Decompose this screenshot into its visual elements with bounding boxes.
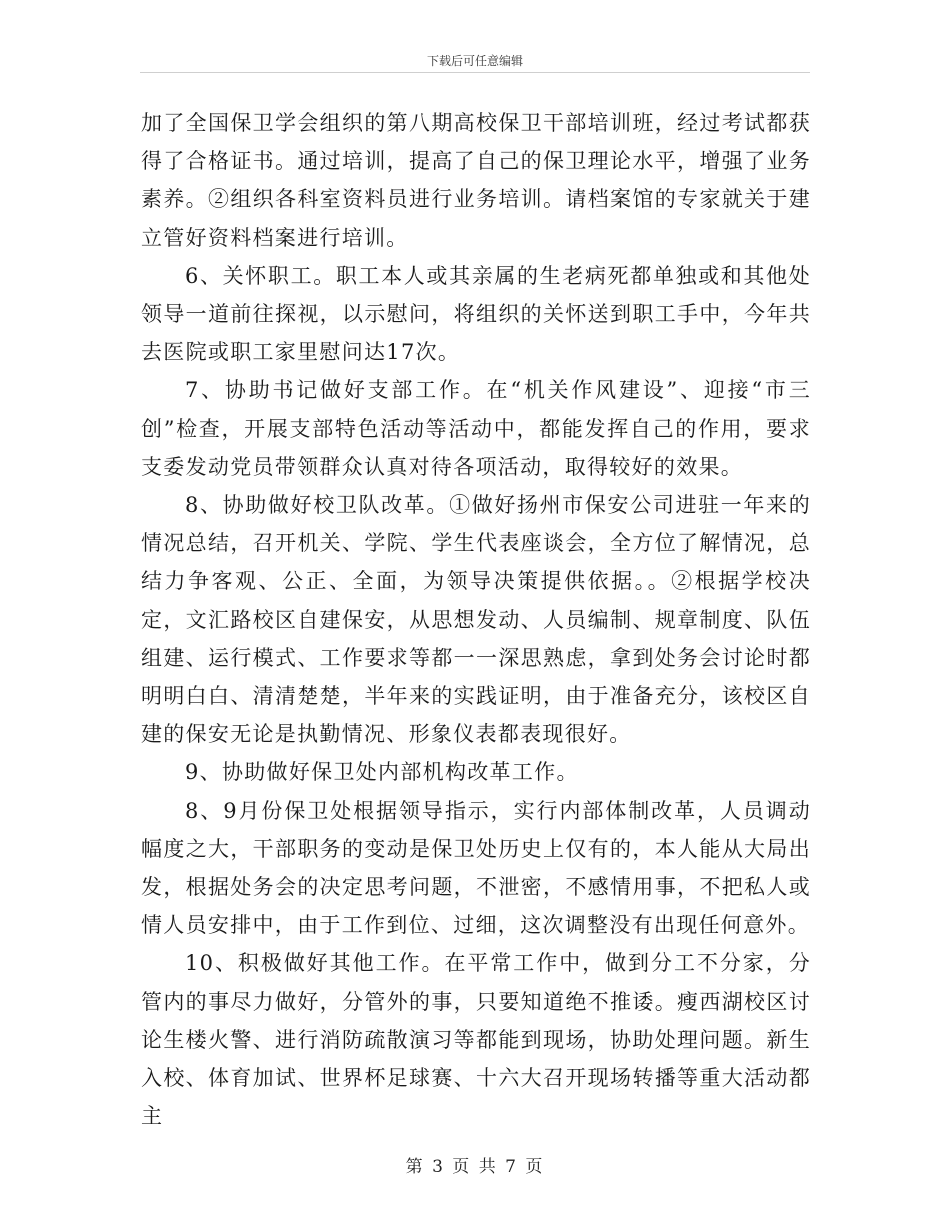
paragraph-2: 6、关怀职工。职工本人或其亲属的生老病死都单独或和其他处领导一道前往探视，以示慰问，将组织的关怀送到职工手中，今年共去医院或职工家里慰问达17次。 [141,263,811,365]
page-footer: 第 3 页 共 7 页 [405,1157,545,1177]
paragraph-1: 加了全国保卫学会组织的第八期高校保卫干部培训班，经过考试都获得了合格证书。通过培训，提高了自己的保卫理论水平，增强了业务素养。②组织各科室资料员进行业务培训。请档案馆的专家就关于建立管好资料档案进行培训。 [141,111,811,250]
paragraph-6: 8、9月份保卫处根据领导指示，实行内部体制改革，人员调动幅度之大，干部职务的变动是保卫处历史上仅有的，本人能从大局出发，根据处务会的决定思考问题，不泄密，不感情用事，不把私人或情人员安排中，由于工作到位、过细，这次调整没有出现任何意外。 [141,798,811,938]
paragraph-3: 7、协助书记做好支部工作。在“机关作风建设”、迎接“市三创”检查，开展支部特色活动等活动中，都能发挥自己的作用，要求支委发动党员带领群众认真对待各项活动，取得较好的效果。 [141,378,811,479]
paragraph-5: 9、协助做好保卫处内部机构改革工作。 [185,760,579,785]
page-header: 下载后可任意编辑 [426,54,523,68]
header-divider [140,72,810,73]
paragraph-4: 8、协助做好校卫队改革。①做好扬州市保安公司进驻一年来的情况总结，召开机关、学院、学生代表座谈会，全方位了解情况，总结力争客观、公正、全面，为领导决策提供依据。。②根据学校决定，文汇路校区自建保安，从思想发动、人员编制、规章制度、队伍组建、运行模式、工作要求等都一一深思熟虑，拿到处务会讨论时都明明白白、清清楚楚，半年来的实践证明，由于准备充分，该校区自建的保安无论是执勤情况、形象仪表都表现很好。 [141,493,811,747]
paragraph-7: 10、积极做好其他工作。在平常工作中，做到分工不分家，分管内的事尽力做好，分管外的事，只要知道绝不推诿。瘦西湖校区讨论生楼火警、进行消防疏散演习等都能到现场，协助处理问题。新生入校、体育加试、世界杯足球赛、十六大召开现场转播等重大活动都主 [141,951,811,1129]
document-body [141,104,811,1135]
